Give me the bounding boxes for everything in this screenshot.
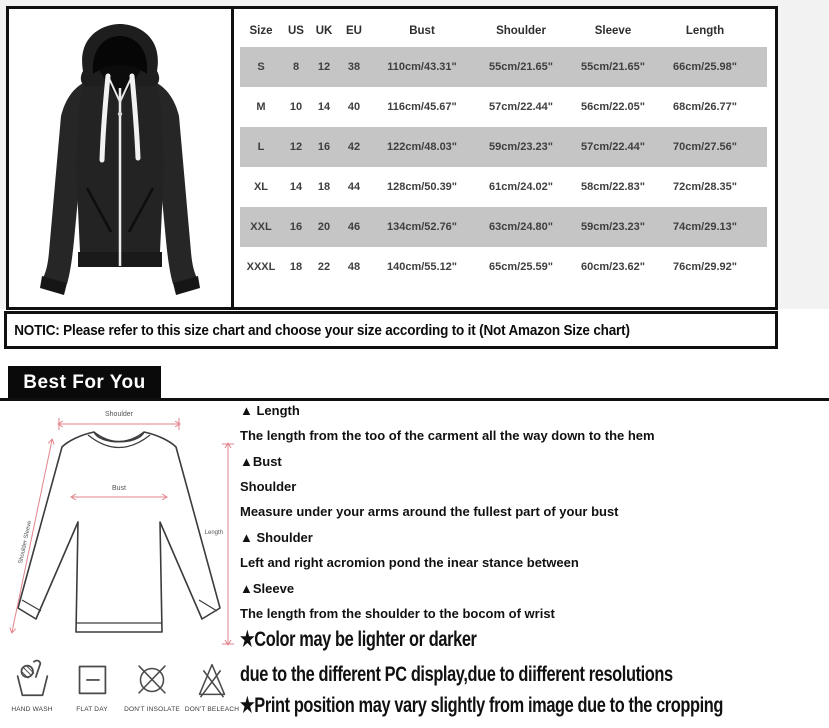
column-header: Length (685, 25, 725, 37)
note-shoulder-heading: ▲ Shoulder (240, 530, 313, 545)
dont-insolate-icon (130, 656, 174, 702)
size-table-row (240, 247, 767, 287)
table-cell: 63cm/24.80" (489, 221, 553, 233)
warning-print-line: ★Print position may vary slightly from image due to the cropping (240, 694, 724, 717)
table-cell: 44 (347, 181, 361, 193)
table-cell: 122cm/48.03" (386, 141, 458, 153)
size-table-row (240, 167, 767, 207)
measurement-diagram (2, 404, 236, 656)
column-header: UK (315, 25, 333, 37)
size-table-row (240, 127, 767, 167)
size-table-row (240, 47, 767, 87)
table-cell: 76cm/29.92" (673, 261, 737, 273)
table-cell: 14 (289, 181, 303, 193)
size-table (234, 9, 775, 307)
table-cell: 18 (289, 261, 303, 273)
table-cell: 59cm/23.23" (581, 221, 645, 233)
dont-bleach-icon (190, 656, 234, 702)
best-for-you-title: Best For You (23, 371, 146, 393)
table-cell: 22 (317, 261, 331, 273)
diagram-length-label: Length (204, 530, 223, 536)
product-photo-panel (9, 9, 234, 307)
note-sleeve-heading: ▲Sleeve (240, 581, 295, 596)
column-header: Shoulder (496, 25, 546, 37)
table-cell: 116cm/45.67" (387, 101, 457, 113)
table-cell: 16 (289, 221, 303, 233)
table-cell: 42 (347, 141, 361, 153)
warning-color-line: ★Color may be lighter or darker (240, 628, 477, 651)
table-cell: M (256, 101, 266, 113)
best-for-you-banner (8, 366, 161, 399)
table-cell: 20 (317, 221, 331, 233)
column-header: Bust (409, 25, 435, 37)
diagram-bust-label: Bust (111, 485, 127, 492)
warning-display-line: due to the different PC display,due to diifferent resolutions (240, 663, 673, 686)
note-length-text: The length from the too of the carment all the way down to the hem (240, 428, 655, 443)
diagram-shoulder-label: Shoulder (104, 411, 134, 418)
table-cell: 59cm/23.23" (489, 141, 553, 153)
notice-text: NOTIC: Please refer to this size chart and choose your size according to it (Not Amazon Size chart) (14, 321, 630, 339)
table-cell: 12 (317, 61, 331, 73)
table-cell: 128cm/50.39" (386, 181, 458, 193)
table-cell: 134cm/52.76" (386, 221, 458, 233)
table-cell: 70cm/27.56" (673, 141, 737, 153)
care-label: DON'T INSOLATE (124, 706, 180, 713)
table-cell: XXL (250, 221, 272, 233)
table-cell: 56cm/22.05" (581, 101, 645, 113)
care-item-dont-bleach (184, 656, 240, 713)
care-label: HAND WASH (11, 706, 53, 713)
flat-dry-icon (70, 656, 114, 702)
table-cell: 16 (317, 141, 331, 153)
table-cell: 66cm/25.98" (673, 61, 737, 73)
table-cell: L (257, 141, 265, 153)
table-cell: 68cm/26.77" (673, 101, 737, 113)
note-shoulder-word: Shoulder (240, 479, 297, 494)
size-table-row (240, 87, 767, 127)
table-cell: 46 (347, 221, 361, 233)
table-cell: XXXL (246, 261, 276, 273)
table-cell: 57cm/22.44" (581, 141, 645, 153)
table-cell: 14 (317, 101, 331, 113)
section-divider-line (0, 398, 829, 401)
table-cell: 10 (289, 101, 303, 113)
notice-bar (4, 311, 778, 349)
note-sleeve-text: The length from the shoulder to the bocom of wrist (240, 606, 555, 621)
table-cell: 40 (347, 101, 361, 113)
hand-wash-icon (10, 656, 54, 702)
care-item-dont-insolate (124, 656, 180, 713)
table-cell: 110cm/43.31" (387, 61, 457, 73)
care-item-hand-wash (4, 656, 60, 713)
care-label: FLAT DAY (76, 706, 108, 713)
table-cell: 48 (347, 261, 361, 273)
table-cell: 55cm/21.65" (489, 61, 553, 73)
table-cell: 72cm/28.35" (673, 181, 737, 193)
care-instructions (4, 656, 240, 713)
table-cell: 18 (317, 181, 331, 193)
table-cell: S (257, 61, 265, 73)
table-cell: 58cm/22.83" (581, 181, 645, 193)
column-header: Size (249, 25, 273, 37)
column-header: Sleeve (594, 25, 632, 37)
table-cell: 61cm/24.02" (489, 181, 553, 193)
care-label: DON'T BELEACH (184, 706, 240, 713)
sweater-measurement-drawing (2, 404, 236, 654)
table-cell: 140cm/55.12" (386, 261, 458, 273)
note-bust-heading: ▲Bust (240, 454, 282, 469)
table-cell: 57cm/22.44" (489, 101, 553, 113)
table-cell: 65cm/25.59" (489, 261, 553, 273)
table-cell: 74cm/29.13" (673, 221, 737, 233)
table-cell: 38 (347, 61, 361, 73)
note-shoulder-text: Left and right acromion pond the inear stance between (240, 555, 579, 570)
size-chart-box (6, 6, 778, 310)
table-cell: 55cm/21.65" (581, 61, 645, 73)
note-length-heading: ▲ Length (240, 403, 300, 418)
table-cell: 8 (292, 61, 300, 73)
note-bust-text: Measure under your arms around the fullest part of your bust (240, 504, 619, 519)
table-cell: 60cm/23.62" (581, 261, 645, 273)
table-cell: 12 (289, 141, 303, 153)
column-header: EU (346, 25, 362, 37)
care-item-flat-dry (64, 656, 120, 713)
column-header: US (288, 25, 304, 37)
diagram-shoulder-sleeve-label: Shoulder Sleeve (18, 520, 34, 565)
table-cell: XL (253, 181, 269, 193)
size-table-row (240, 207, 767, 247)
black-hoodie-jacket-image (15, 16, 225, 300)
size-table-header-row (240, 15, 767, 47)
